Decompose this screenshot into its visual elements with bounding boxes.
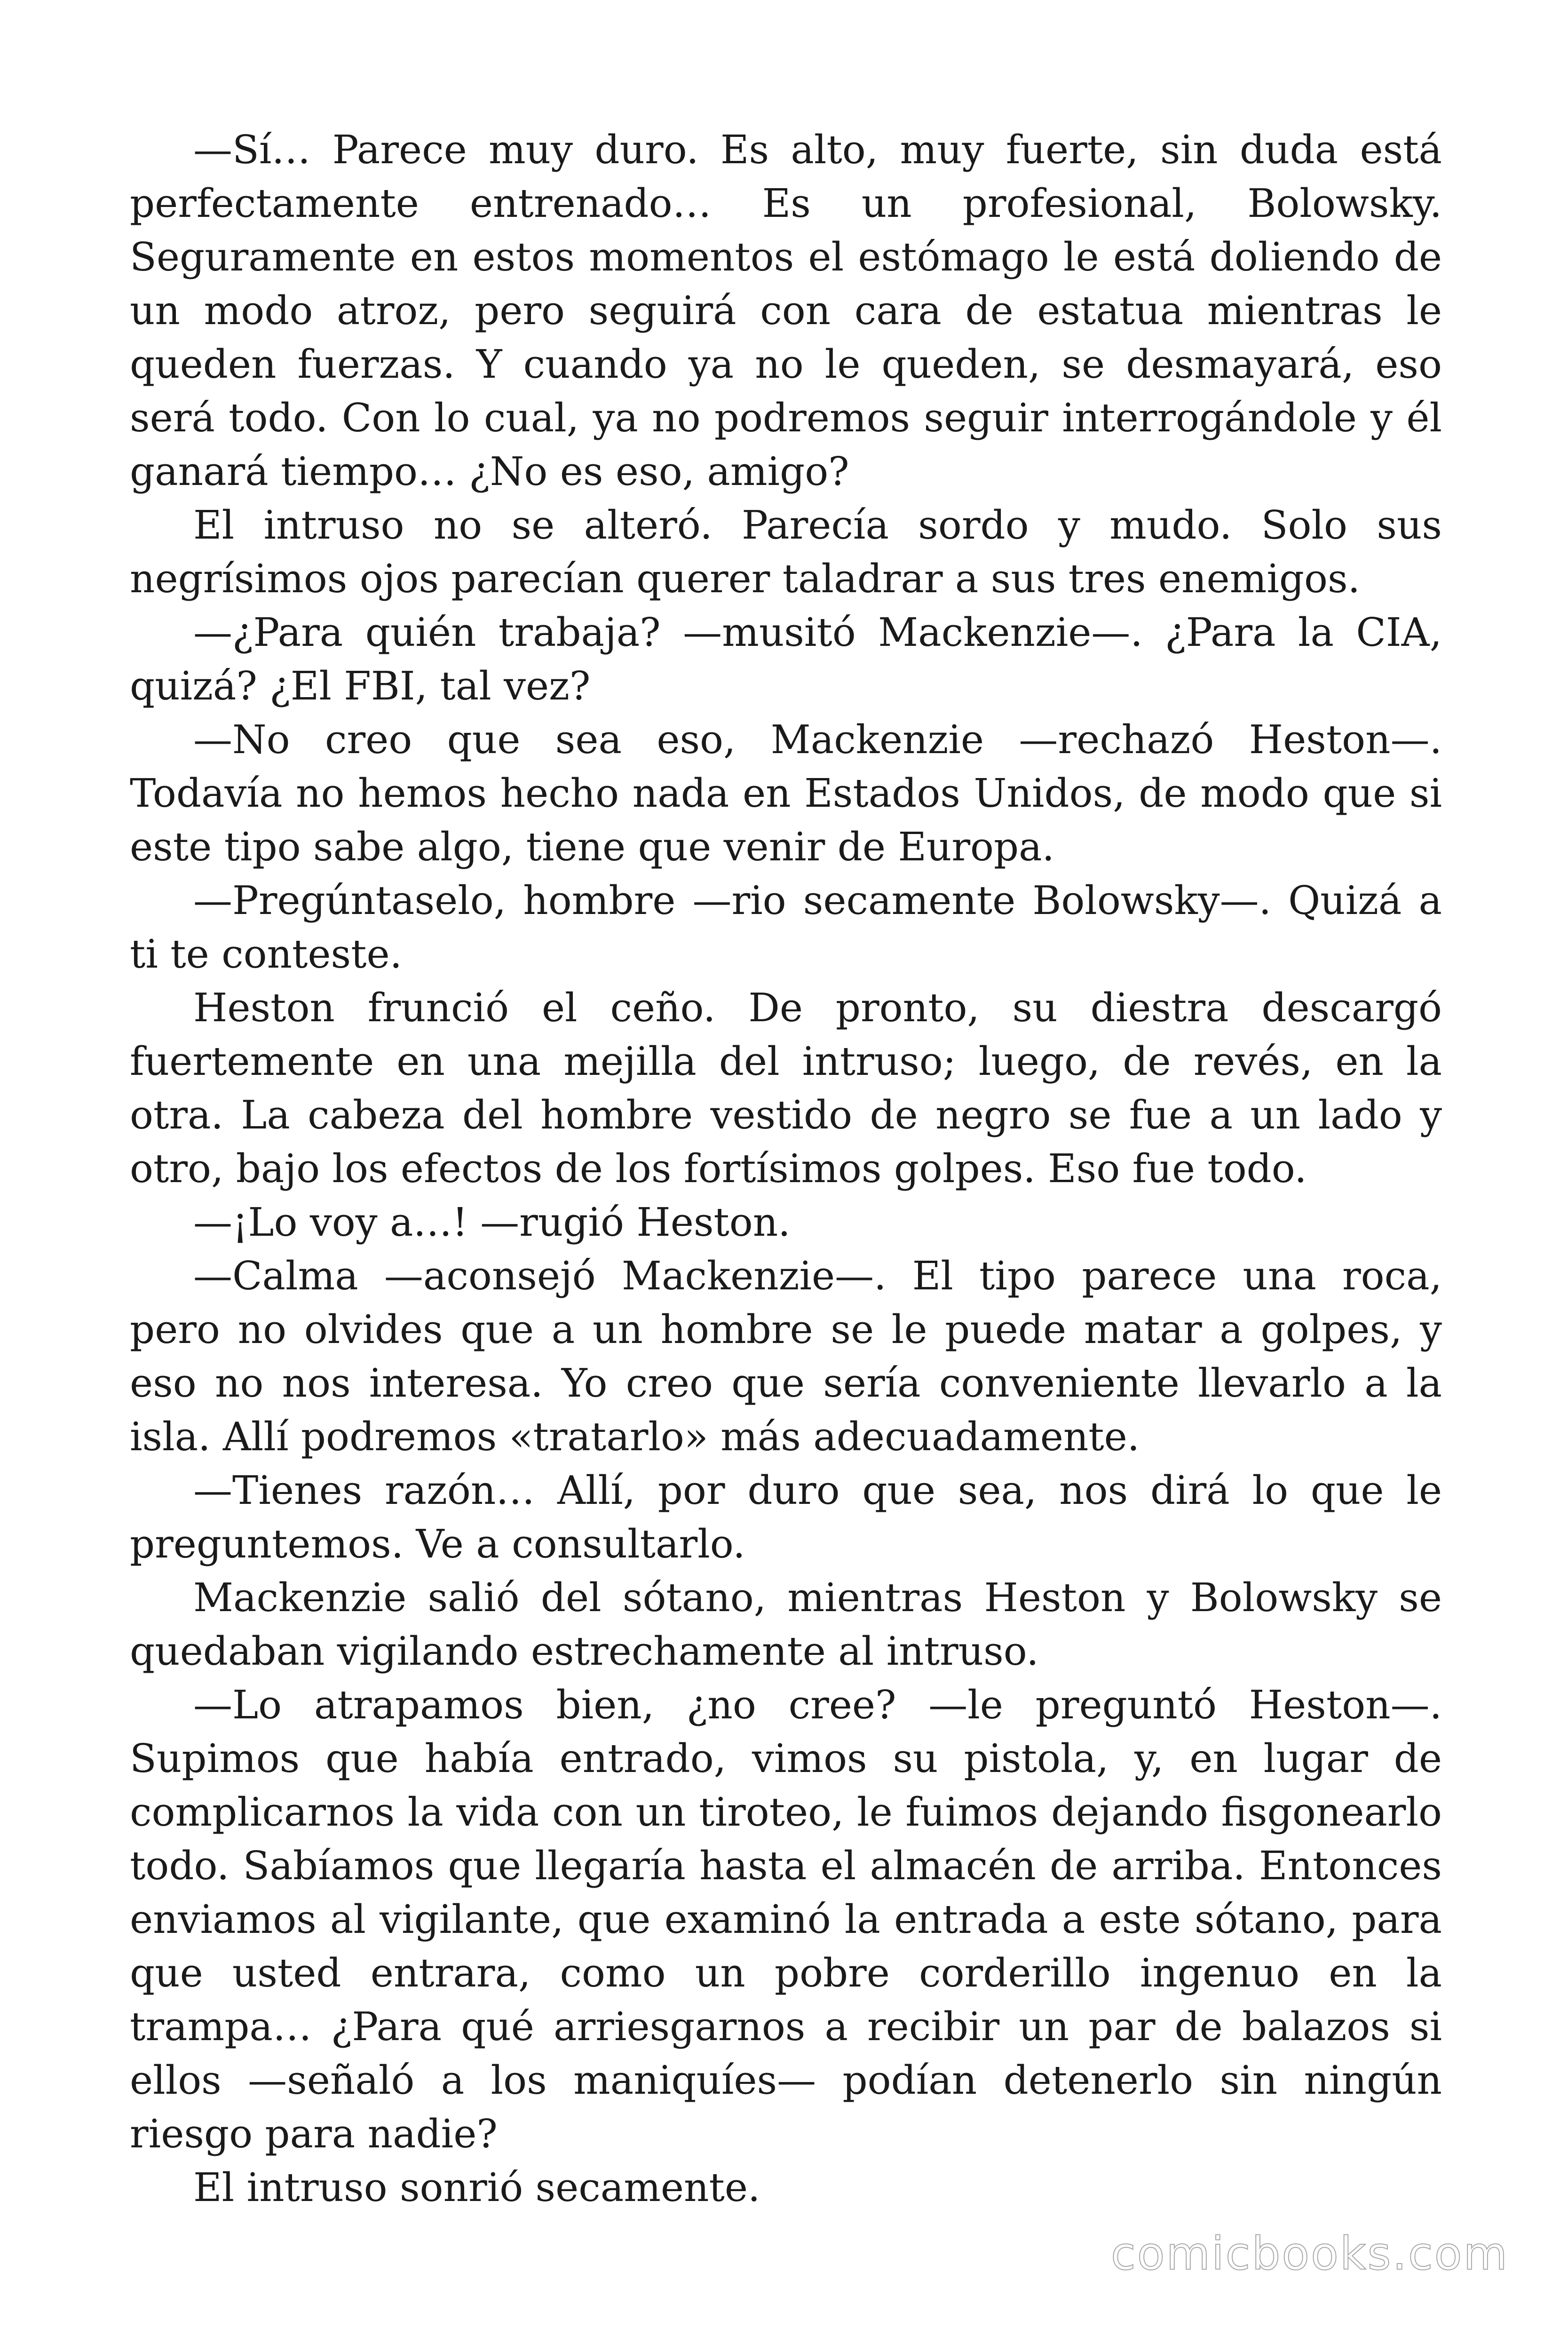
watermark: comicbooks.com	[1110, 2227, 1509, 2280]
paragraph: Mackenzie salió del sótano, mientras Heston y Bolowsky se quedaban vigilando estrechamente al intruso.	[130, 1575, 1442, 1674]
paragraph: El intruso sonrió secamente.	[193, 2165, 760, 2210]
paragraph: —Lo atrapamos bien, ¿no cree? —le preguntó Heston—. Supimos que había entrado, vimos su pistola, y, en lugar de complicarnos la vida con un tiroteo, le fuimos dejando fisgonearlo todo. Sabíamos que llegaría hasta el almacén de arriba. Entonces enviamos al vigilante, que examinó la entrada a este sótano, para que usted entrara, como un pobre corderillo ingenuo en la trampa… ¿Para qué arriesgarnos a recibir un par de balazos si ellos —señaló a los maniquíes— podían detenerlo sin ningún riesgo para nadie?	[130, 1682, 1442, 2157]
paragraph: —No creo que sea eso, Mackenzie —rechazó Heston—. Todavía no hemos hecho nada en Estados Unidos, de modo que si este tipo sabe algo, tiene que venir de Europa.	[130, 717, 1442, 870]
paragraph: —Tienes razón… Allí, por duro que sea, nos dirá lo que le preguntemos. Ve a consultarlo.	[130, 1468, 1442, 1567]
page-body	[130, 123, 1442, 2215]
paragraph: —¡Lo voy a…! —rugió Heston.	[193, 1200, 791, 1245]
paragraph: —Sí… Parece muy duro. Es alto, muy fuerte, sin duda está perfectamente entrenado… Es un profesional, Bolowsky. Seguramente en estos momentos el estómago le está doliendo de un modo atroz, pero seguirá con cara de estatua mientras le queden fuerzas. Y cuando ya no le queden, se desmayará, eso será todo. Con lo cual, ya no podremos seguir interrogándole y él ganará tiempo… ¿No es eso, amigo?	[130, 127, 1442, 494]
paragraph: —Calma —aconsejó Mackenzie—. El tipo parece una roca, pero no olvides que a un hombre se le puede matar a golpes, y eso no nos interesa. Yo creo que sería conveniente llevarlo a la isla. Allí podremos «tratarlo» más adecuadamente.	[130, 1253, 1442, 1460]
paragraph: El intruso no se alteró. Parecía sordo y mudo. Solo sus negrísimos ojos parecían querer taladrar a sus tres enemigos.	[130, 502, 1442, 602]
paragraph: Heston frunció el ceño. De pronto, su diestra descargó fuertemente en una mejilla del intruso; luego, de revés, en la otra. La cabeza del hombre vestido de negro se fue a un lado y otro, bajo los efectos de los fortísimos golpes. Eso fue todo.	[130, 985, 1442, 1192]
paragraph: —Pregúntaselo, hombre —rio secamente Bolowsky—. Quizá a ti te conteste.	[130, 878, 1442, 977]
paragraph: —¿Para quién trabaja? —musitó Mackenzie—. ¿Para la CIA, quizá? ¿El FBI, tal vez?	[130, 610, 1442, 709]
